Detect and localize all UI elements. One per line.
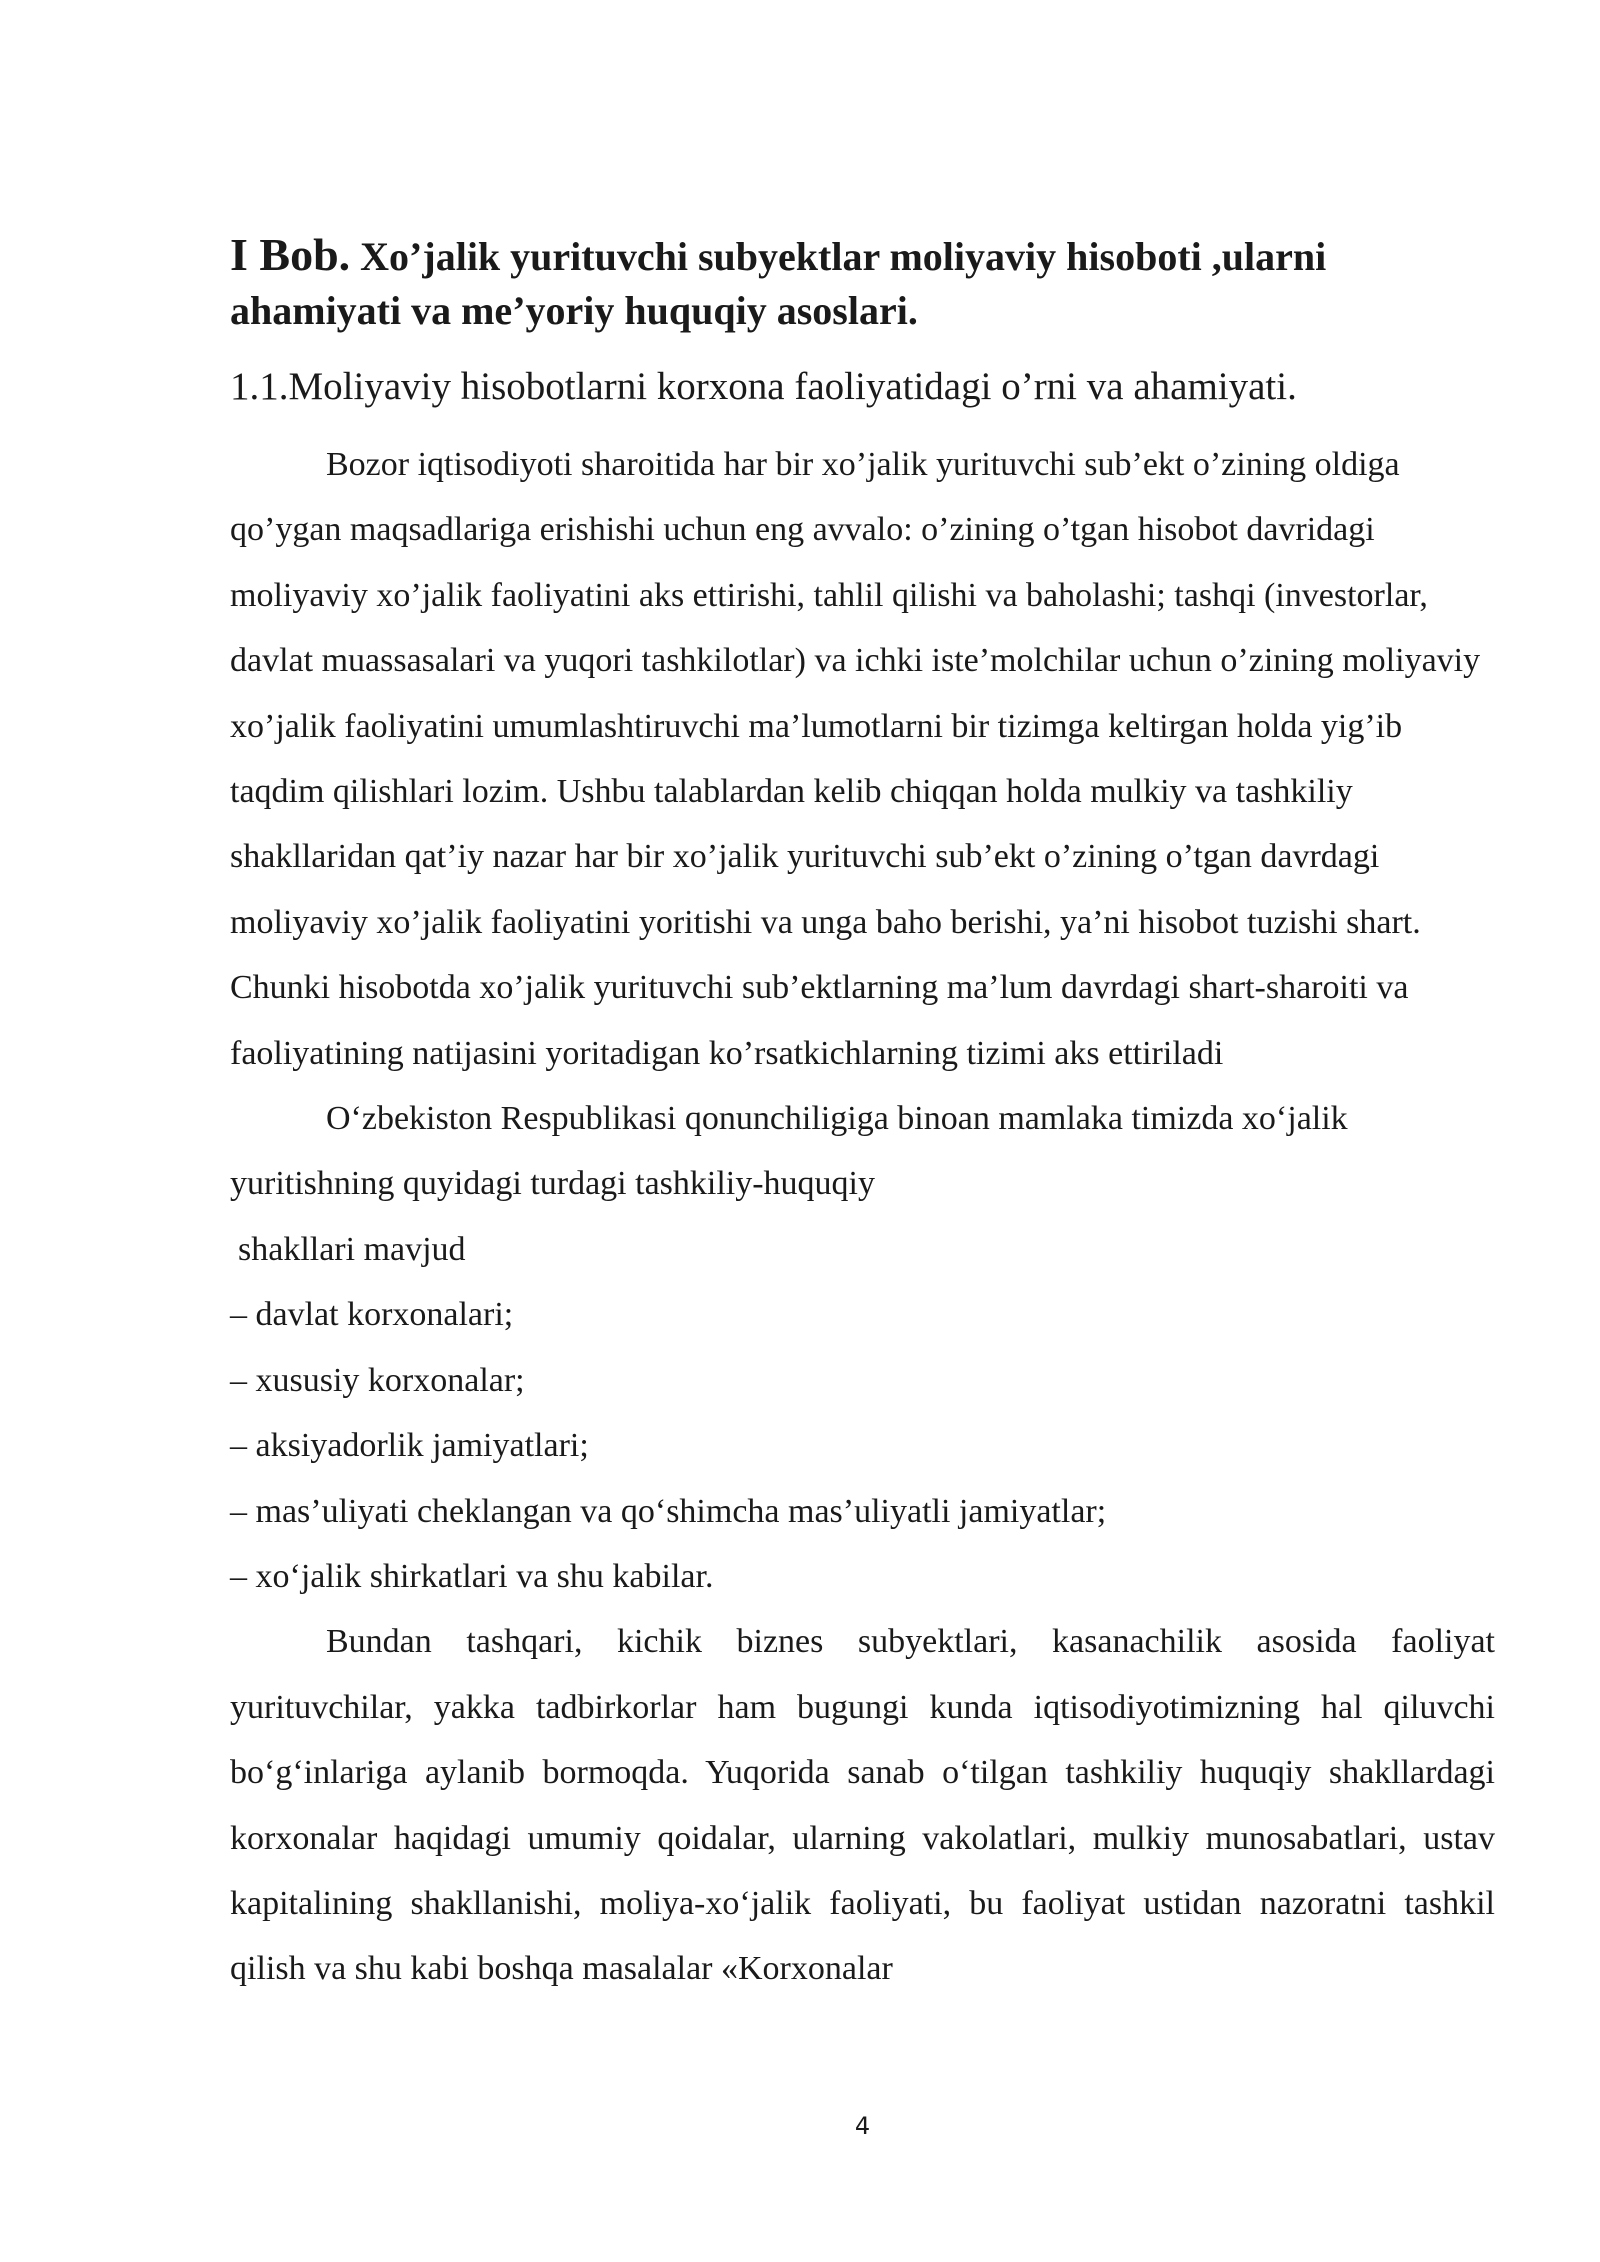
section-heading: 1.1.Moliyaviy hisobotlarni korxona faoliyatidagi o’rni va ahamiyati. bbox=[230, 365, 1297, 408]
list-item: – davlat korxonalari; bbox=[230, 1296, 514, 1334]
chapter-title-line2: ahamiyati va me’yoriy huquqiy asoslari. bbox=[230, 288, 918, 333]
organization-forms-list bbox=[230, 1282, 1495, 1609]
chapter-title-line1: Xo’jalik yurituvchi subyektlar moliyaviy hisoboti ,ularni bbox=[360, 234, 1327, 279]
page-number: 4 bbox=[854, 2112, 871, 2140]
paragraph-2: O‘zbekiston Respublikasi qonunchiligiga binoan mamlaka timizda xo‘jalik yuritishning quyidagi turdagi tashkiliy-huquqiy bbox=[230, 1100, 1348, 1203]
paragraph-1: Bozor iqtisodiyoti sharoitida har bir xo’jalik yurituvchi sub’ekt o’zining oldiga qo’ygan maqsadlariga erishishi uchun eng avvalo: o’zining o’tgan hisobot davridagi moliyaviy xo’jalik faoliyatini aks ettirishi, tahlil qilishi va baholashi; tashqi (investorlar, davlat muassasalari va yuqori tashkilotlar) va ichki iste’molchilar uchun o’zining moliyaviy xo’jalik faoliyatini umumlashtiruvchi ma’lumotlarni bir tizimga keltirgan holda yig’ib taqdim qilishlari lozim. Ushbu talablardan kelib chiqqan holda mulkiy va tashkiliy shakllaridan qat’iy nazar har bir xo’jalik yurituvchi sub’ekt o’zining o’tgan davrdagi moliyaviy xo’jalik faoliyatini yoritishi va unga baho berishi, ya’ni hisobot tuzishi shart. Chunki hisobotda xo’jalik yurituvchi sub’ektlarning ma’lum davrdagi shart-sharoiti va faoliyatining natijasini yoritadigan ko’rsatkichlarning tizimi aks ettiriladi bbox=[230, 446, 1481, 1072]
page-content bbox=[230, 228, 1495, 2002]
list-item: – aksiyadorlik jamiyatlari; bbox=[230, 1427, 589, 1465]
paragraph-3: Bundan tashqari, kichik biznes subyektlari, kasanachilik asosida faoliyat yurituvchilar, yakka tadbirkorlar ham bugungi kunda iqtisodiyotimizning hal qiluvchi bo‘g‘inlariga aylanib bormoqda. Yuqorida sanab o‘tilgan tashkiliy huquqiy shakllardagi korxonalar haqidagi umumiy qoidalar, ularning vakolatlari, mulkiy munosabatlari, ustav kapitalining shakllanishi, moliya-xo‘jalik faoliyati, bu faoliyat ustidan nazoratni tashkil qilish va shu kabi boshqa masalalar «Korxonalar bbox=[230, 1623, 1495, 1988]
list-item: – xususiy korxonalar; bbox=[230, 1361, 525, 1399]
list-item: – xo‘jalik shirkatlari va shu kabilar. bbox=[230, 1557, 714, 1595]
list-item: – mas’uliyati cheklangan va qo‘shimcha mas’uliyatli jamiyatlar; bbox=[230, 1492, 1107, 1530]
chapter-label: I Bob. bbox=[230, 229, 351, 280]
paragraph-2-continuation: shakllari mavjud bbox=[238, 1230, 466, 1268]
chapter-heading bbox=[230, 228, 1495, 338]
